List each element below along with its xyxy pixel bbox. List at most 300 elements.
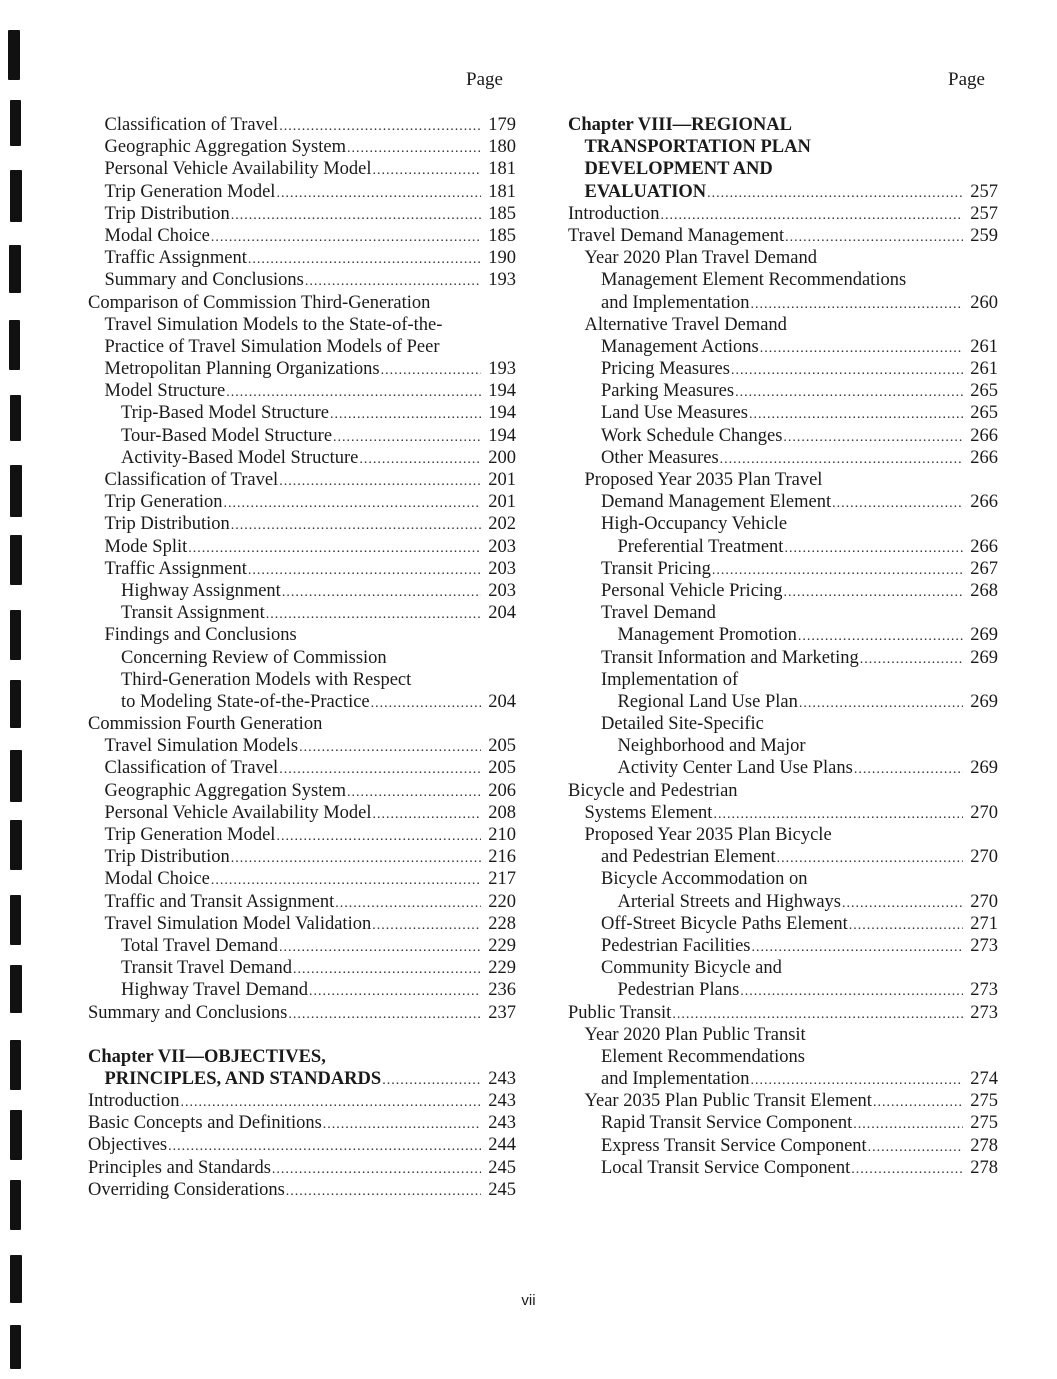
toc-entry-title: Highway Assignment — [121, 580, 281, 601]
toc-entry-page-number: 216 — [488, 847, 516, 868]
toc-entry-page-number: 265 — [970, 381, 998, 402]
dot-leader — [231, 515, 481, 537]
dot-leader — [266, 604, 481, 626]
toc-entry — [88, 846, 516, 868]
toc-entry-title: Model Structure — [104, 381, 226, 402]
toc-entry — [88, 757, 516, 779]
toc-entry-title: Off-Street Bicycle Paths Element — [601, 913, 848, 934]
toc-entry — [88, 469, 516, 491]
toc-entry — [88, 1002, 516, 1024]
binding-mark — [10, 1040, 21, 1090]
toc-entry-title: Pricing Measures — [601, 359, 730, 380]
toc-entry-title: Demand Management Element — [601, 492, 832, 513]
toc-entry-title: Tour-Based Model Structure — [121, 425, 333, 446]
dot-leader — [750, 294, 963, 316]
dot-leader — [224, 493, 481, 515]
toc-entry-title: Total Travel Demand — [121, 935, 278, 956]
dot-leader — [279, 759, 481, 781]
toc-entry — [568, 580, 998, 602]
toc-entry — [568, 935, 998, 957]
toc-entry — [568, 1046, 998, 1068]
toc-entry — [568, 225, 998, 247]
toc-entry-page-number: 185 — [488, 225, 516, 246]
toc-entry-title: Alternative Travel Demand — [584, 314, 787, 335]
toc-entry-title: Findings and Conclusions — [104, 625, 297, 646]
toc-entry-title: EVALUATION — [584, 181, 707, 202]
toc-entry-title: Travel Simulation Models to the State-of-the- — [104, 314, 443, 335]
toc-entry — [568, 314, 998, 336]
toc-entry-title: Express Transit Service Component — [601, 1135, 867, 1156]
toc-entry-page-number: 259 — [970, 225, 998, 246]
dot-leader — [333, 427, 481, 449]
toc-entry — [88, 580, 516, 602]
dot-leader — [784, 538, 963, 560]
toc-entry-page-number: 210 — [488, 825, 516, 845]
toc-entry-page-number: 179 — [488, 115, 516, 135]
dot-leader — [783, 427, 963, 449]
toc-entry-title: Proposed Year 2035 Plan Travel — [584, 470, 823, 490]
dot-leader — [231, 848, 481, 870]
toc-entry — [568, 1024, 998, 1046]
toc-entry — [88, 735, 516, 757]
toc-entry-page-number: 270 — [970, 847, 998, 868]
toc-entry-page-number: 278 — [970, 1135, 998, 1156]
toc-entry — [568, 469, 998, 491]
dot-leader — [853, 1114, 963, 1136]
toc-entry-title: High-Occupancy Vehicle — [601, 514, 788, 535]
toc-entry-title: Personal Vehicle Pricing — [601, 580, 783, 601]
dot-leader — [305, 271, 481, 293]
dot-leader — [785, 227, 963, 249]
toc-entry-page-number: 201 — [488, 470, 516, 490]
dot-leader — [707, 183, 963, 205]
toc-entry-page-number: 243 — [488, 1091, 516, 1112]
dot-leader — [750, 1070, 963, 1092]
dot-leader — [752, 937, 963, 959]
toc-entry — [88, 136, 516, 158]
dot-leader — [279, 116, 481, 138]
toc-entry-title: Third-Generation Models with Respect — [121, 669, 412, 690]
toc-entry-title: Travel Simulation Model Validation — [104, 913, 372, 934]
toc-entry — [568, 691, 998, 713]
toc-entry — [568, 558, 998, 580]
toc-entry — [568, 891, 998, 913]
dot-leader — [740, 981, 963, 1003]
toc-entry — [568, 735, 998, 757]
toc-entry-title: Trip Generation Model — [104, 181, 276, 202]
toc-entry-title: Regional Land Use Plan — [617, 691, 798, 712]
toc-entry-title: Travel Simulation Models — [104, 736, 299, 757]
dot-leader — [712, 560, 963, 582]
toc-entry — [568, 846, 998, 868]
toc-entry-title: Implementation of — [601, 669, 739, 690]
toc-entry-title: Proposed Year 2035 Plan Bicycle — [584, 825, 832, 845]
toc-entry-title: Traffic Assignment — [104, 248, 247, 269]
toc-entry-title: Systems Element — [584, 802, 713, 823]
toc-entry-page-number: 243 — [488, 1113, 516, 1134]
dot-leader — [777, 848, 963, 870]
dot-leader — [731, 360, 963, 382]
toc-entry — [88, 602, 516, 624]
binding-mark — [10, 1110, 22, 1160]
toc-entry — [88, 647, 516, 669]
toc-entry — [88, 891, 516, 913]
toc-left-column — [88, 114, 516, 1201]
binding-mark — [10, 535, 22, 585]
toc-entry-title: Modal Choice — [104, 869, 210, 890]
toc-entry-page-number: 203 — [488, 536, 516, 557]
toc-entry — [568, 713, 998, 735]
toc-entry-title: Trip Distribution — [104, 203, 230, 224]
dot-leader — [180, 1092, 481, 1114]
toc-entry-title: Practice of Travel Simulation Models of Peer — [104, 336, 440, 357]
toc-entry-title: Transit Assignment — [121, 603, 265, 624]
dot-leader — [272, 1159, 481, 1181]
dot-leader — [735, 382, 963, 404]
dot-leader — [330, 404, 481, 426]
toc-entry-title: Community Bicycle and — [601, 958, 782, 979]
toc-entry-title: DEVELOPMENT AND — [584, 159, 773, 180]
toc-entry-title: Classification of Travel — [104, 115, 279, 135]
toc-entry — [88, 913, 516, 935]
toc-entry-page-number: 271 — [970, 913, 998, 934]
toc-entry-title: Trip-Based Model Structure — [121, 403, 329, 424]
toc-entry-title: Local Transit Service Component — [601, 1157, 851, 1178]
toc-entry-page-number: 266 — [970, 536, 998, 557]
dot-leader — [211, 870, 481, 892]
binding-mark — [10, 465, 22, 517]
toc-entry-title: Chapter VII—OBJECTIVES, — [88, 1046, 326, 1067]
toc-entry-page-number: 194 — [488, 403, 516, 424]
toc-entry-title: Overriding Considerations — [88, 1179, 285, 1200]
toc-entry-title: Arterial Streets and Highways — [617, 891, 841, 912]
toc-entry — [568, 402, 998, 424]
toc-entry — [88, 314, 516, 336]
toc-entry-title: Other Measures — [601, 447, 719, 468]
toc-entry — [568, 181, 998, 203]
toc-entry — [568, 979, 998, 1001]
toc-entry — [568, 1068, 998, 1090]
binding-mark — [9, 245, 21, 293]
toc-entry-title: Pedestrian Plans — [617, 980, 740, 1001]
binding-mark — [10, 1180, 21, 1230]
toc-entry-page-number: 266 — [970, 492, 998, 513]
toc-entry-title: Personal Vehicle Availability Model — [104, 159, 372, 180]
toc-entry — [568, 536, 998, 558]
toc-entry — [88, 1157, 516, 1179]
binding-mark — [8, 30, 20, 80]
toc-entry-title: Commission Fourth Generation — [88, 714, 323, 735]
toc-entry-page-number: 273 — [970, 1002, 998, 1023]
toc-entry-title: Summary and Conclusions — [104, 270, 304, 291]
toc-entry — [88, 624, 516, 646]
toc-entry — [88, 203, 516, 225]
toc-entry-page-number: 200 — [488, 447, 516, 468]
toc-entry-title: to Modeling State-of-the-Practice — [121, 691, 370, 712]
binding-mark — [10, 895, 21, 945]
toc-entry — [88, 824, 516, 846]
toc-entry — [568, 669, 998, 691]
toc-entry-title: Modal Choice — [104, 225, 210, 246]
toc-entry-title: Neighborhood and Major — [617, 736, 806, 757]
toc-entry — [88, 780, 516, 802]
toc-entry — [88, 513, 516, 535]
toc-entry — [568, 913, 998, 935]
toc-entry — [568, 802, 998, 824]
dot-leader — [347, 782, 481, 804]
toc-entry — [88, 558, 516, 580]
toc-entry — [568, 513, 998, 535]
toc-entry-page-number: 244 — [488, 1135, 516, 1156]
toc-entry — [568, 269, 998, 291]
toc-entry-title: Classification of Travel — [104, 470, 279, 490]
toc-entry-page-number: 194 — [488, 425, 516, 446]
dot-leader — [335, 893, 481, 915]
toc-entry-page-number: 275 — [970, 1113, 998, 1134]
toc-entry-title: Trip Distribution — [104, 847, 230, 868]
binding-mark — [10, 820, 22, 870]
dot-leader — [299, 737, 481, 759]
binding-mark — [10, 395, 21, 441]
toc-entry — [88, 292, 516, 314]
toc-entry-title: Preferential Treatment — [617, 536, 784, 557]
toc-entry-title: Bicycle and Pedestrian — [568, 780, 738, 801]
dot-leader — [784, 582, 963, 604]
toc-entry-title: Parking Measures — [601, 381, 735, 402]
dot-leader — [382, 1070, 481, 1092]
toc-entry-title: Pedestrian Facilities — [601, 935, 751, 956]
toc-entry — [568, 114, 998, 136]
dot-leader — [381, 360, 481, 382]
toc-entry-title: Management Element Recommendations — [601, 270, 907, 291]
toc-entry — [568, 447, 998, 469]
toc-entry — [568, 1112, 998, 1134]
toc-entry — [88, 447, 516, 469]
toc-entry — [568, 624, 998, 646]
toc-entry-title: Highway Travel Demand — [121, 980, 309, 1001]
toc-entry — [88, 1046, 516, 1068]
toc-entry — [88, 491, 516, 513]
toc-entry-page-number: 261 — [970, 336, 998, 357]
toc-entry-page-number: 204 — [488, 603, 516, 624]
toc-entry-title: Principles and Standards — [88, 1157, 271, 1178]
dot-leader — [248, 249, 481, 271]
toc-entry — [568, 1157, 998, 1179]
right-page-column-heading: Page — [948, 69, 985, 90]
toc-entry-page-number: 181 — [488, 181, 516, 202]
dot-leader — [749, 404, 963, 426]
toc-entry — [568, 247, 998, 269]
toc-entry-title: Year 2035 Plan Public Transit Element — [584, 1091, 872, 1112]
toc-entry — [568, 336, 998, 358]
toc-entry-title: Classification of Travel — [104, 758, 279, 779]
toc-entry — [88, 1134, 516, 1156]
toc-entry-page-number: 268 — [970, 580, 998, 601]
toc-entry-title: Trip Generation Model — [104, 825, 276, 845]
toc-entry — [88, 868, 516, 890]
toc-entry — [88, 1068, 516, 1090]
toc-entry-title: Travel Demand Management — [568, 225, 785, 246]
toc-entry-title: Transit Information and Marketing — [601, 647, 859, 668]
toc-entry — [568, 780, 998, 802]
toc-entry-page-number: 204 — [488, 691, 516, 712]
toc-entry — [568, 292, 998, 314]
toc-entry-page-number: 208 — [488, 802, 516, 823]
binding-mark — [10, 965, 22, 1013]
toc-entry-page-number: 181 — [488, 159, 516, 180]
toc-entry-title: Rapid Transit Service Component — [601, 1113, 853, 1134]
toc-entry-title: Introduction — [88, 1091, 180, 1112]
dot-leader — [359, 449, 481, 471]
toc-entry-page-number: 257 — [970, 181, 998, 202]
toc-entry-title: Land Use Measures — [601, 403, 748, 424]
dot-leader — [842, 893, 963, 915]
dot-leader — [873, 1092, 963, 1114]
toc-entry — [568, 1135, 998, 1157]
dot-leader — [347, 138, 481, 160]
toc-entry-title: Element Recommendations — [601, 1046, 805, 1067]
toc-entry — [88, 225, 516, 247]
dot-leader — [276, 826, 481, 848]
toc-entry-title: Trip Generation — [104, 492, 223, 513]
toc-entry-page-number: 261 — [970, 359, 998, 380]
dot-leader — [720, 449, 963, 471]
toc-entry-title: Management Promotion — [617, 625, 797, 646]
toc-entry — [568, 425, 998, 447]
dot-leader — [309, 981, 481, 1003]
toc-entry — [568, 380, 998, 402]
dot-leader — [371, 693, 481, 715]
toc-entry-title: and Implementation — [601, 1069, 750, 1090]
toc-entry-title: Bicycle Accommodation on — [601, 869, 808, 890]
dot-leader — [760, 338, 963, 360]
toc-entry-title: Summary and Conclusions — [88, 1002, 288, 1023]
dot-leader — [672, 1004, 963, 1026]
dot-leader — [279, 937, 481, 959]
toc-entry-title: TRANSPORTATION PLAN — [584, 137, 811, 158]
toc-entry-page-number: 205 — [488, 758, 516, 779]
dot-leader — [248, 560, 481, 582]
binding-mark — [10, 610, 21, 660]
toc-entry-title: Traffic and Transit Assignment — [104, 891, 335, 912]
toc-entry-page-number: 206 — [488, 780, 516, 801]
toc-entry-page-number: 269 — [970, 758, 998, 779]
toc-entry — [568, 158, 998, 180]
toc-entry-title: Comparison of Commission Third-Generation — [88, 292, 431, 313]
toc-entry-title: Public Transit — [568, 1002, 672, 1023]
dot-leader — [211, 227, 481, 249]
toc-entry-title: Management Actions — [601, 336, 759, 357]
toc-entry-page-number: 266 — [970, 447, 998, 468]
dot-leader — [276, 183, 481, 205]
toc-entry — [568, 868, 998, 890]
toc-entry-title: Personal Vehicle Availability Model — [104, 802, 372, 823]
toc-entry — [568, 957, 998, 979]
toc-entry-page-number: 257 — [970, 203, 998, 224]
dot-leader — [799, 693, 963, 715]
toc-entry-title: Geographic Aggregation System — [104, 780, 346, 801]
toc-entry — [568, 358, 998, 380]
toc-entry-page-number: 270 — [970, 802, 998, 823]
dot-leader — [286, 1181, 481, 1203]
toc-entry-title: and Implementation — [601, 292, 750, 313]
toc-entry-page-number: 275 — [970, 1091, 998, 1112]
binding-mark — [10, 100, 21, 146]
dot-leader — [279, 471, 481, 493]
toc-entry-title: Metropolitan Planning Organizations — [104, 359, 380, 380]
toc-entry-title: Basic Concepts and Definitions — [88, 1113, 322, 1134]
toc-entry-page-number: 229 — [488, 935, 516, 956]
dot-leader — [288, 1004, 481, 1026]
toc-entry-title: Activity-Based Model Structure — [121, 447, 359, 468]
toc-entry-page-number: 265 — [970, 403, 998, 424]
toc-entry-page-number: 193 — [488, 359, 516, 380]
page-number: vii — [521, 1292, 536, 1309]
toc-entry-page-number: 274 — [970, 1069, 998, 1090]
toc-entry-page-number: 269 — [970, 625, 998, 646]
toc-entry-title: Geographic Aggregation System — [104, 137, 346, 158]
toc-entry-page-number: 260 — [970, 292, 998, 313]
toc-entry — [88, 979, 516, 1001]
toc-entry-page-number: 205 — [488, 736, 516, 757]
toc-entry — [568, 203, 998, 225]
toc-entry-title: and Pedestrian Element — [601, 847, 776, 868]
dot-leader — [188, 538, 481, 560]
toc-entry — [88, 402, 516, 424]
dot-leader — [660, 205, 963, 227]
left-page-column-heading: Page — [466, 69, 503, 90]
toc-entry-title: PRINCIPLES, AND STANDARDS — [104, 1068, 382, 1089]
binding-mark — [10, 750, 22, 802]
toc-entry-page-number: 245 — [488, 1157, 516, 1178]
toc-entry — [568, 647, 998, 669]
toc-entry — [88, 802, 516, 824]
toc-entry — [88, 358, 516, 380]
toc-entry-title: Transit Travel Demand — [121, 958, 292, 979]
binding-mark — [9, 320, 20, 370]
toc-entry-page-number: 270 — [970, 891, 998, 912]
toc-entry-title: Travel Demand — [601, 603, 716, 624]
toc-entry — [88, 957, 516, 979]
toc-entry-page-number: 269 — [970, 691, 998, 712]
toc-entry-title: Chapter VIII—REGIONAL — [568, 115, 792, 135]
toc-entry — [88, 1112, 516, 1134]
toc-entry-title: Mode Split — [104, 536, 188, 557]
toc-entry-title: Trip Distribution — [104, 514, 230, 535]
toc-entry — [568, 1002, 998, 1024]
toc-entry-page-number: 237 — [488, 1002, 516, 1023]
toc-entry — [568, 824, 998, 846]
toc-entry-page-number: 201 — [488, 492, 516, 513]
binding-mark — [10, 170, 22, 222]
binding-mark — [10, 1325, 21, 1369]
toc-entry — [88, 380, 516, 402]
toc-entry-title: Transit Pricing — [601, 558, 711, 579]
toc-entry-title: Activity Center Land Use Plans — [617, 758, 853, 779]
dot-leader — [373, 804, 481, 826]
toc-entry-page-number: 220 — [488, 891, 516, 912]
dot-leader — [231, 205, 481, 227]
toc-entry — [88, 1179, 516, 1201]
toc-entry-page-number: 278 — [970, 1157, 998, 1178]
toc-entry — [88, 247, 516, 269]
dot-leader — [868, 1137, 963, 1159]
toc-entry — [88, 713, 516, 735]
toc-entry-page-number: 243 — [488, 1068, 516, 1089]
toc-entry-title: Work Schedule Changes — [601, 425, 783, 446]
toc-entry — [88, 269, 516, 291]
toc-entry-title: Objectives — [88, 1135, 168, 1156]
